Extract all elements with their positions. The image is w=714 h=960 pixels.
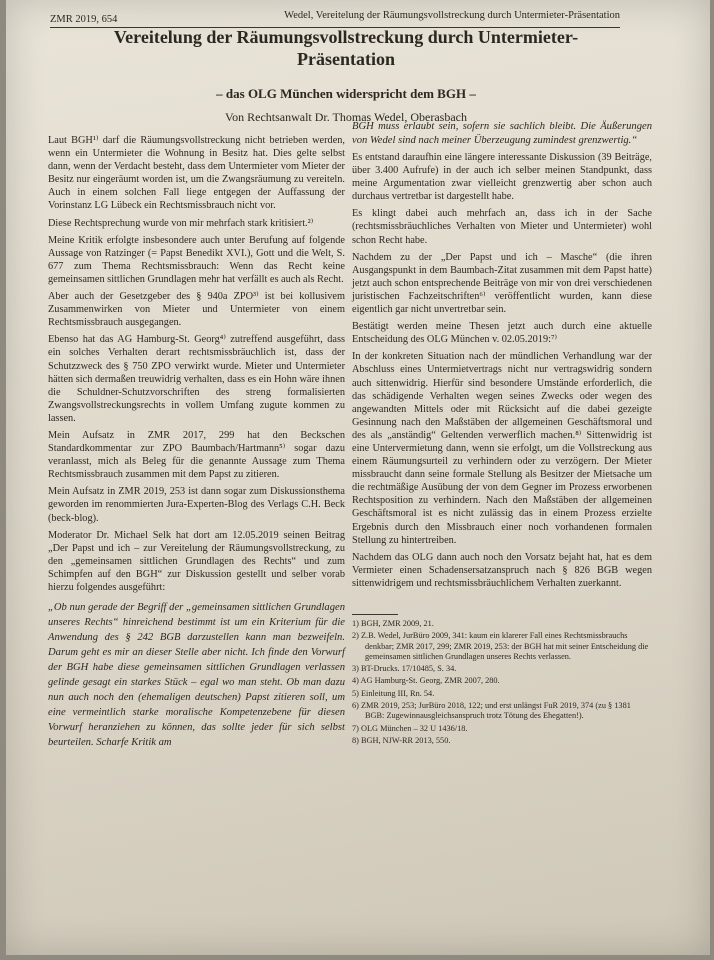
footnote: 2) Z.B. Wedel, JurBüro 2009, 341: kaum ein klarerer Fall eines Rechtsmissbrauchs denkbar; ZMR 2017, 299; ZMR 2019, 253: der BGH hat mit seiner Entscheidung die gemeinsamen sittlichen Grundlagen unseres Rechts verlassen. [352, 631, 649, 661]
left-column [48, 134, 345, 754]
footnote: 4) AG Hamburg-St. Georg, ZMR 2007, 280. [352, 676, 500, 686]
paragraph: In der konkreten Situation nach der mündlichen Verhandlung war der Abschluss eines Untermietvertrags nicht nur vertragswidrig sondern auch sittenwidrig. Hierfür sind besondere Umstände erforderlich, die das schädigende Verhalten wegen seines Zwecks oder wegen des angewandten Mittels oder mit Rücksicht auf die dabei gezeigte Gesinnung nach den Maßstäben der allgemeinen Geschäftsmoral und des als „anständig“ Geltenden verwerflich machen.⁸⁾ Sittenwidrig ist eine Untervermietung dann, wenn sie erfolgt, um die Vollstreckung aus einem Räumungsurteil zu verhindern oder zu verzögern. Der Mieter missbraucht dann seine formale Stellung als Besitzer der Mietsache um die rechtmäßige Ausübung der von dem Gegner im Prozess erworbenen Rechtsposition zu verhindern. Nach den Maßstäben der allgemeinen Geschäftsmoral ist es nicht zulässig das in einem Prozess erzielte Ergebnis durch den Missbrauch einer noch vorhandenen formalen Stellung zu hintertreiben. [352, 351, 652, 546]
footnote: 3) BT-Drucks. 17/10485, S. 34. [352, 664, 457, 674]
footnote: 1) BGH, ZMR 2009, 21. [352, 619, 434, 628]
article-title-line-2: Präsentation [297, 49, 395, 69]
paragraph: Nachdem zu der „Der Papst und ich – Masche“ (die ihren Ausgangspunkt in dem Baumbach-Zitat zusammen mit dem Papst hatte) jetzt auch schon entsprechende Beiträge von mir von drei verschiedenen juristischen Fachzeitschriften⁶⁾ veröffentlicht wurden, kann diese eigentlich gar nicht unvertretbar sein. [352, 251, 652, 316]
footnote: 5) Einleitung III, Rn. 54. [352, 688, 435, 698]
footnote: 8) BGH, NJW-RR 2013, 550. [352, 735, 451, 745]
right-column [352, 120, 652, 748]
paragraph: Moderator Dr. Michael Selk hat dort am 12.05.2019 seinen Beitrag „Der Papst und ich – zur Vereitelung der Räumungsvollstreckung, zu den „gemeinsamen sittlichen Grundlagen des Rechts“ und zum Schimpfen auf den BGH“ zur Diskussion gestellt und selber vorab hierzu folgendes ausgeführt: [48, 529, 345, 593]
paragraph: Mein Aufsatz in ZMR 2017, 299 hat den Beckschen Standardkommentar zur ZPO Baumbach/Hartmann⁵⁾ sogar dazu veranlasst, mich als Beleg für die genannte Aussage zum Thema Rechtsmissbrauch zusammen mit dem Papst zu zitieren. [48, 429, 345, 481]
paragraph: Bestätigt werden meine Thesen jetzt auch durch eine aktuelle Entscheidung des OLG München v. 02.05.2019:⁷⁾ [352, 321, 652, 346]
footnote-rule [352, 614, 398, 615]
blog-quote: „Ob nun gerade der Begriff der „gemeinsamen sittlichen Grundlagen unseres Rechts“ hinreichend bestimmt ist um ein Kriterium für die Anwendung des § 242 BGB darzustellen kann man bezweifeln. Darum geht es mir an dieser Stelle aber nicht. Ich finde den Vorwurf der BGH habe diese gemeinsamen sittlichen Grundlagen verlassen gelinde gesagt ein starkes Stück – egal wo man steht. Ob man dazu nun auch noch den (ehemaligen deutschen) Papst zitieren soll, um eine vermeintlich starke moralische Kompetenzebene für diesen Vorwurf heranziehen zu können, das sollte jeder für sich selbst beurteilen. Scharfe Kritik am [48, 602, 345, 749]
blog-quote-continued: BGH muss erlaubt sein, sofern sie sachlich bleibt. Die Äußerungen von Wedel sind nach meiner Überzeugung zumindest grenzwertig.“ [352, 121, 652, 146]
journal-page [6, 0, 710, 955]
paragraph: Ebenso hat das AG Hamburg-St. Georg⁴⁾ zutreffend ausgeführt, dass ein solches Verhalten derart rechtsmissbräuchlich ist, dass der Schutzzweck des § 750 ZPO verwirkt wurde. Mieter und Untermieter hätten sich dermaßen treuwidrig verhalten, dass es ein Hohn wäre ihnen die Schuldner-Schutzvorschriften des streng formalisierten Zwangsvollstreckungsrechts in vollem Umfang zugute kommen zu lassen. [48, 334, 345, 424]
article-title [46, 26, 646, 70]
footnotes [352, 619, 652, 746]
paragraph: Nachdem das OLG dann auch noch den Vorsatz bejaht hat, hat es dem Vermieter einen Schadensersatzanspruch nach § 826 BGB wegen sittenwidrigem und rechtsmissbräuchlichem Verhalten zuerkannt. [352, 551, 652, 589]
paragraph: Diese Rechtsprechung wurde von mir mehrfach stark kritisiert.²⁾ [48, 217, 314, 229]
footnote: 6) ZMR 2019, 253; JurBüro 2018, 122; und erst unlängst FuR 2019, 374 (zu § 1381 BGB: Zugewinnausgleichsanspruch trotz Tötung des Ehegatten!). [352, 701, 631, 721]
footnote: 7) OLG München – 32 U 1436/18. [352, 723, 468, 733]
paragraph: Mein Aufsatz in ZMR 2019, 253 ist dann sogar zum Diskussionsthema geworden im renommierten Jura-Experten-Blog des Verlags C.H. Beck (beck-blog). [48, 486, 345, 524]
paragraph: Es entstand daraufhin eine längere interessante Diskussion (39 Beiträge, über 3.400 Aufrufe) in der auch ich selber meinen Standpunkt, dass meine Argumentation zwar vielleicht grenzwertig aber schon auch durchaus vertretbar ist dargestellt habe. [352, 152, 652, 203]
header-citation: ZMR 2019, 654 [50, 14, 118, 25]
article-byline: Von Rechtsanwalt Dr. Thomas Wedel, Oberasbach [225, 110, 467, 124]
article-title-line-1: Vereitelung der Räumungsvollstreckung durch Untermieter- [113, 27, 579, 47]
header-article-title: Wedel, Vereitelung der Räumungsvollstreckung durch Untermieter-Präsentation [284, 10, 620, 21]
paragraph: Aber auch der Gesetzgeber des § 940a ZPO³⁾ ist bei kollusivem Zusammenwirken von Mieter und Untermieter von einem Rechtsmissbrauch ausgegangen. [48, 291, 345, 329]
paragraph: Meine Kritik erfolgte insbesondere auch unter Berufung auf folgende Aussage von Ratzinger (= Papst Benedikt XVI.), Gott und die Welt, S. 677 zum Thema Rechtsmissbrauch: Wenn das Recht keine gemeinsamen sittlichen Grundlagen mehr hat verfällt es auch als Recht. [48, 234, 345, 285]
paragraph: Laut BGH¹⁾ darf die Räumungsvollstreckung nicht betrieben werden, wenn ein Untermieter die Wohnung in Besitz hat. Dies gelte selbst dann, wenn der Verdacht besteht, dass dem Untermieter vom Mieter der Besitz nur eingeräumt worden ist, um die Zwangsräumung zu vereiteln. Auch in einem solchen Fall liege entgegen der Auffassung der Vorinstanz LG Lübeck ein Rechtsmissbrauch nicht vor. [48, 135, 345, 212]
article-subtitle: – das OLG München widerspricht dem BGH – [216, 86, 476, 101]
paragraph: Es klingt dabei auch mehrfach an, dass ich in der Sache (rechtsmissbräuchliches Verhalten von Mieter und Untermieter) wohl schon Recht habe. [352, 208, 652, 246]
